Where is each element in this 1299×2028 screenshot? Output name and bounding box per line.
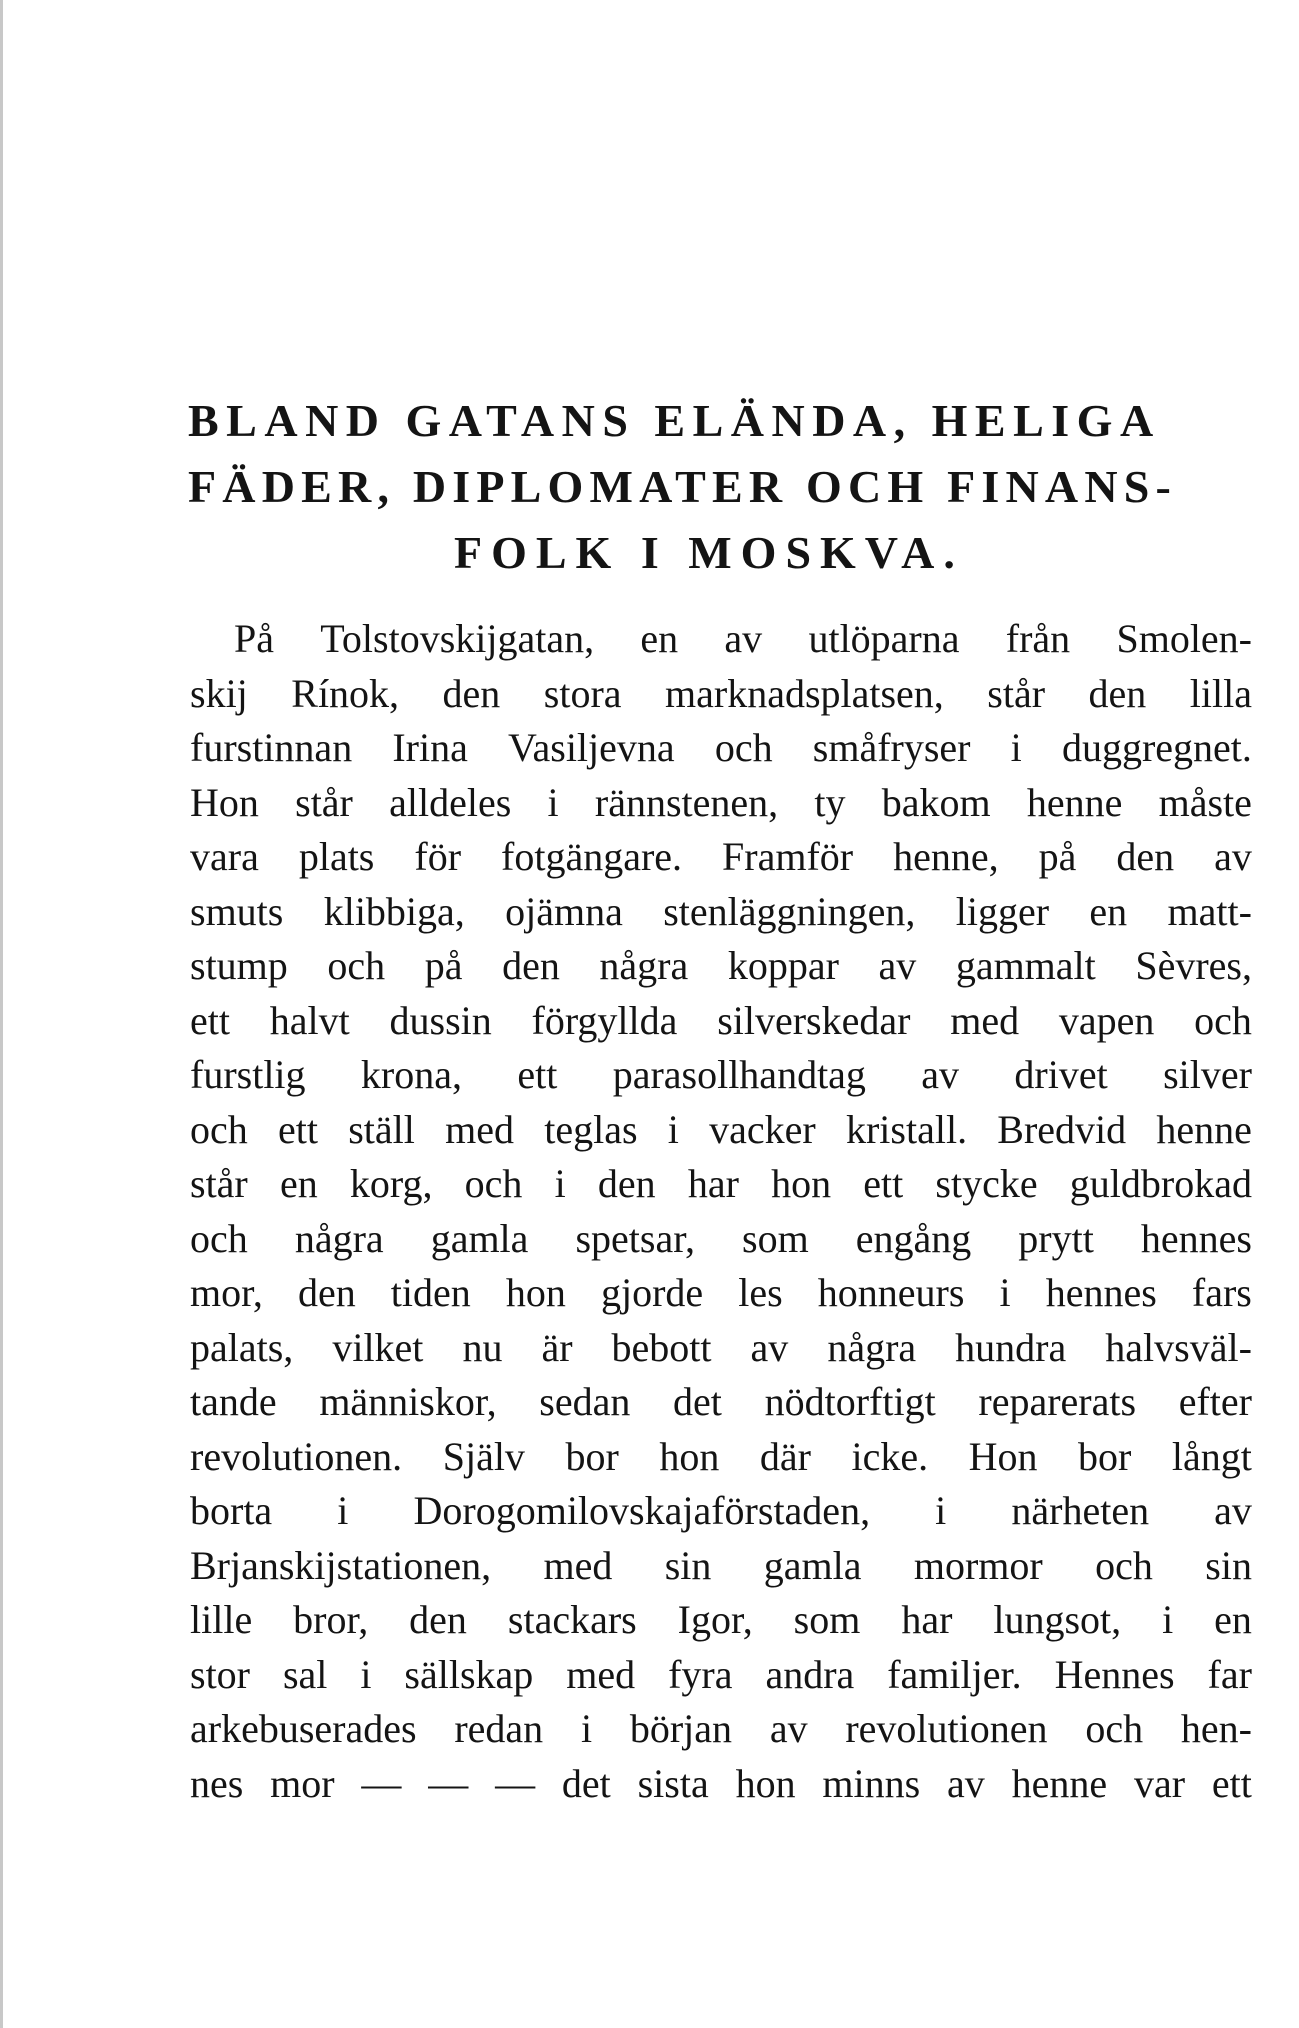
word: henne, <box>893 834 999 879</box>
word: prytt <box>1018 1215 1094 1261</box>
word: silverskedar <box>717 997 911 1043</box>
word: ett <box>278 1106 318 1152</box>
word: hen- <box>1180 1706 1252 1751</box>
word: av <box>1214 1488 1252 1533</box>
word: och <box>327 943 386 988</box>
word: av <box>724 616 763 661</box>
word: lille <box>190 1597 253 1642</box>
word: står <box>295 779 353 825</box>
word: ställ <box>348 1106 415 1152</box>
word: Smolen- <box>1116 616 1252 661</box>
chapter-heading <box>188 388 1258 586</box>
word: Hennes <box>1054 1651 1175 1697</box>
word: Bredvid <box>997 1106 1127 1152</box>
word: och <box>190 1106 248 1152</box>
word: var <box>1133 1760 1186 1806</box>
text-line <box>190 1375 1252 1430</box>
word: hon <box>659 1433 720 1479</box>
word: en <box>1214 1597 1252 1642</box>
word: mor, <box>190 1270 263 1315</box>
word: revolutionen. <box>190 1433 403 1479</box>
word: klibbiga, <box>323 888 465 934</box>
word: ett <box>190 997 230 1043</box>
word: bor <box>565 1433 619 1479</box>
heading-line-1: BLAND GATANS ELÄNDA, HELIGA <box>188 395 1161 446</box>
word: den <box>502 943 560 988</box>
word: hon <box>505 1270 566 1315</box>
word: koppar <box>727 943 839 988</box>
word: nödtorftigt <box>764 1379 936 1424</box>
word: sista <box>637 1760 709 1806</box>
word: står <box>190 1161 248 1206</box>
word: och <box>714 725 773 770</box>
word: mor <box>270 1760 335 1806</box>
word: sal <box>282 1651 328 1697</box>
word: står <box>987 670 1046 716</box>
word: bror, <box>293 1597 369 1642</box>
word: har <box>687 1161 739 1206</box>
word: halvsväl- <box>1105 1324 1252 1370</box>
word: far <box>1207 1651 1252 1697</box>
word: drivet <box>1014 1052 1108 1097</box>
word: i <box>337 1488 349 1533</box>
word: minns <box>822 1760 921 1806</box>
word: henne <box>1026 779 1123 825</box>
word: för <box>414 834 462 879</box>
word: icke. <box>851 1433 929 1479</box>
word: i <box>935 1488 947 1533</box>
word: revolutionen <box>845 1706 1048 1751</box>
word: korg, <box>349 1161 433 1206</box>
word: gamla <box>430 1215 529 1261</box>
word: gamla <box>763 1542 862 1588</box>
word: en <box>279 1161 318 1206</box>
word: den <box>297 1270 356 1315</box>
word: bakom <box>881 779 991 825</box>
word: hundra <box>955 1324 1067 1370</box>
word: det <box>673 1379 722 1424</box>
word: av <box>921 1052 960 1097</box>
word: Framför <box>722 834 854 879</box>
word: palats, <box>190 1324 294 1370</box>
word: engång <box>855 1215 972 1261</box>
word: som <box>742 1215 809 1261</box>
word: och <box>1194 997 1252 1043</box>
word: mormor <box>913 1542 1043 1588</box>
word: har <box>901 1597 953 1642</box>
word: arkebuserades <box>190 1706 417 1751</box>
word: ett <box>1211 1760 1252 1806</box>
word: på <box>1038 834 1077 879</box>
word: småfryser <box>812 725 971 770</box>
word: och <box>1095 1542 1153 1588</box>
word: gjorde <box>600 1270 704 1315</box>
word: Irina <box>392 725 468 770</box>
text-line <box>190 1484 1252 1539</box>
page-edge <box>0 0 3 2028</box>
word: Brjanskijstationen, <box>190 1542 492 1588</box>
word: ty <box>814 779 846 825</box>
word: efter <box>1178 1379 1252 1424</box>
word: början <box>629 1706 733 1751</box>
word: alldeles <box>389 779 512 825</box>
word: matt- <box>1167 888 1252 934</box>
word: Hon <box>968 1433 1038 1479</box>
word: vapen <box>1058 997 1155 1043</box>
text-line <box>190 1702 1252 1757</box>
text-line <box>190 1539 1252 1594</box>
word: som <box>793 1597 861 1642</box>
word: utlöparna <box>808 616 960 661</box>
word: i <box>580 1706 593 1751</box>
text-line <box>190 612 1252 667</box>
word: Rínok, <box>291 670 400 716</box>
word: guldbrokad <box>1069 1161 1252 1206</box>
word: av <box>878 943 917 988</box>
word: ligger <box>955 888 1050 934</box>
word: familjer. <box>887 1651 1022 1697</box>
word: av <box>769 1706 808 1751</box>
word: Själv <box>442 1433 525 1479</box>
text-line <box>190 1757 1252 1812</box>
word: sällskap <box>404 1651 534 1697</box>
text-line <box>190 885 1252 940</box>
word: reparerats <box>978 1379 1137 1424</box>
text-line <box>190 1430 1252 1485</box>
word: krona, <box>360 1052 462 1097</box>
word: några <box>827 1324 917 1370</box>
word: redan <box>454 1706 544 1751</box>
word: hon <box>771 1161 832 1206</box>
word: — <box>495 1760 536 1806</box>
word: gammalt <box>955 943 1096 988</box>
word: den <box>409 1597 467 1642</box>
word: några <box>294 1215 384 1261</box>
text-line <box>190 1648 1252 1703</box>
word: i <box>554 1161 566 1206</box>
word: plats <box>298 834 375 879</box>
text-line <box>190 1157 1252 1212</box>
word: och <box>464 1161 523 1206</box>
word: människor, <box>319 1379 497 1424</box>
word: i <box>999 1270 1011 1315</box>
word: i <box>360 1651 372 1697</box>
word: i <box>667 1106 679 1152</box>
word: les <box>738 1270 783 1315</box>
word: silver <box>1163 1052 1252 1097</box>
word: den <box>597 1161 656 1206</box>
word: På <box>234 616 274 661</box>
text-line <box>190 1212 1252 1267</box>
word: — <box>428 1760 469 1806</box>
word: ett <box>517 1052 558 1097</box>
word: i <box>1010 725 1022 770</box>
word: några <box>599 943 689 988</box>
text-line <box>190 667 1252 722</box>
word: fotgängare. <box>501 834 683 879</box>
word: fyra <box>668 1651 733 1697</box>
word: Sèvres, <box>1135 943 1252 988</box>
word: och <box>190 1215 248 1261</box>
word: ojämna <box>505 888 623 934</box>
word: parasollhandtag <box>612 1052 866 1097</box>
body-text <box>190 612 1252 1811</box>
word: sin <box>664 1542 712 1588</box>
word: långt <box>1171 1433 1252 1479</box>
word: vara <box>190 834 259 879</box>
word: honneurs <box>817 1270 965 1315</box>
word: borta <box>190 1488 273 1533</box>
word: — <box>361 1760 402 1806</box>
word: närheten <box>1011 1488 1150 1533</box>
word: lungsot, <box>993 1597 1122 1642</box>
text-line <box>190 776 1252 831</box>
word: det <box>561 1760 611 1806</box>
word: en <box>1089 888 1128 934</box>
word: ett <box>863 1161 904 1206</box>
heading-line-2: FÄDER, DIPLOMATER OCH FINANS- <box>188 461 1178 512</box>
word: en <box>640 616 679 661</box>
text-line <box>190 1593 1252 1648</box>
word: måste <box>1158 779 1252 825</box>
word: lilla <box>1189 670 1252 716</box>
word: med <box>445 1106 514 1152</box>
word: hennes <box>1045 1270 1157 1315</box>
word: hennes <box>1140 1215 1252 1261</box>
word: den <box>442 670 501 716</box>
word: stump <box>190 943 288 988</box>
word: stora <box>543 670 622 716</box>
word: sedan <box>539 1379 631 1424</box>
word: med <box>950 997 1020 1043</box>
word: henne <box>1156 1106 1252 1152</box>
word: nes <box>190 1760 244 1806</box>
word: marknadsplatsen, <box>665 670 944 716</box>
word: bebott <box>611 1324 712 1370</box>
word: dussin <box>389 997 492 1043</box>
word: vacker <box>709 1106 816 1152</box>
word: Dorogomilovskajaförstaden, <box>413 1488 871 1533</box>
word: Vasiljevna <box>508 725 675 770</box>
word: fars <box>1191 1270 1252 1315</box>
word: av <box>947 1760 985 1806</box>
word: duggregnet. <box>1061 725 1252 770</box>
word: med <box>543 1542 613 1588</box>
word: av <box>750 1324 789 1370</box>
word: är <box>541 1324 573 1370</box>
word: halvt <box>269 997 350 1043</box>
word: bor <box>1078 1433 1132 1479</box>
text-line <box>190 1321 1252 1376</box>
word: furstinnan <box>190 725 353 770</box>
word: där <box>759 1433 811 1479</box>
word: stackars <box>507 1597 637 1642</box>
word: nu <box>462 1324 503 1370</box>
word: stor <box>190 1651 250 1697</box>
word: vilket <box>332 1324 424 1370</box>
word: Hon <box>190 779 259 825</box>
word: kristall. <box>845 1106 968 1152</box>
text-line <box>190 1048 1252 1103</box>
word: den <box>1116 834 1175 879</box>
word: stenläggningen, <box>663 888 916 934</box>
word: i <box>1162 1597 1174 1642</box>
text-line <box>190 994 1252 1049</box>
text-line <box>190 830 1252 885</box>
text-line <box>190 1266 1252 1321</box>
word: Igor, <box>677 1597 753 1642</box>
word: smuts <box>190 888 284 934</box>
word: från <box>1005 616 1071 661</box>
word: andra <box>765 1651 855 1697</box>
word: med <box>566 1651 636 1697</box>
word: teglas <box>544 1106 638 1152</box>
text-line <box>190 1103 1252 1158</box>
word: rännstenen, <box>594 779 779 825</box>
word: tiden <box>390 1270 471 1315</box>
word: henne <box>1011 1760 1108 1806</box>
word: den <box>1088 670 1147 716</box>
word: och <box>1085 1706 1144 1751</box>
word: i <box>547 779 559 825</box>
word: skij <box>190 670 248 716</box>
word: förgyllda <box>531 997 678 1043</box>
word: sin <box>1205 1542 1252 1588</box>
word: spetsar, <box>575 1215 695 1261</box>
text-line <box>190 939 1252 994</box>
word: furstlig <box>190 1052 306 1097</box>
word: på <box>424 943 463 988</box>
word: Tolstovskijgatan, <box>320 616 595 661</box>
word: av <box>1214 834 1252 879</box>
heading-line-3: FOLK I MOSKVA. <box>454 527 964 578</box>
text-line <box>190 721 1252 776</box>
word: tande <box>190 1379 277 1424</box>
word: stycke <box>935 1161 1038 1206</box>
word: hon <box>735 1760 796 1806</box>
